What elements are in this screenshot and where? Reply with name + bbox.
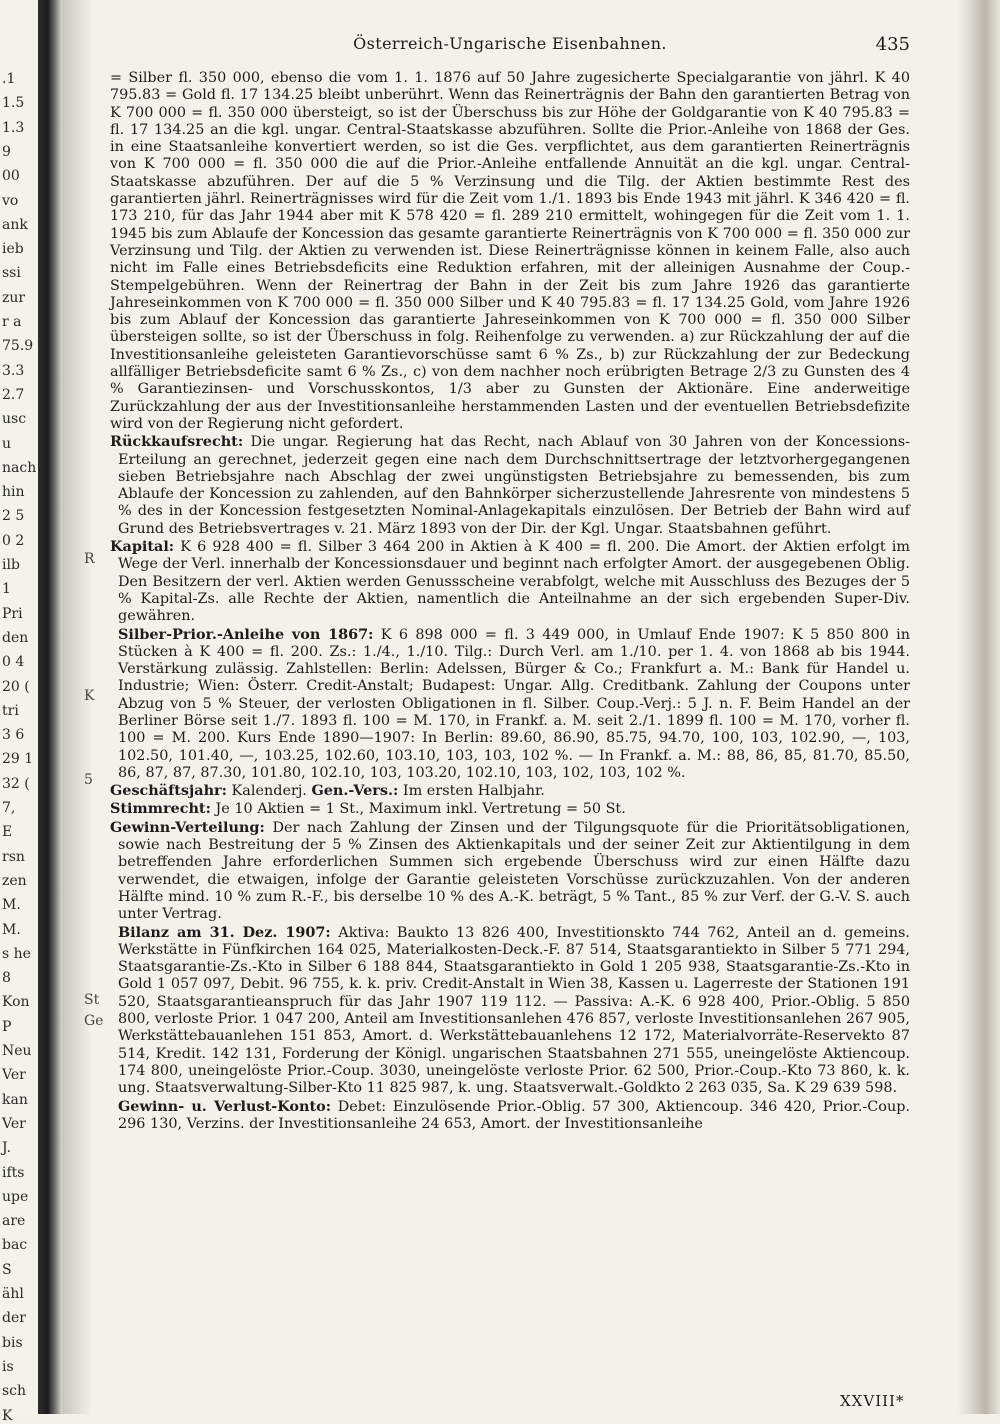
adjacent-page-fragment: 8: [2, 970, 11, 987]
adjacent-page-fragment: 7,: [2, 800, 16, 816]
adjacent-page-fragment: K: [2, 1407, 13, 1424]
paragraph-bilanz: [110, 924, 910, 1098]
adjacent-page-fragment: 00: [2, 168, 20, 185]
adjacent-page-fragment: ank: [2, 216, 28, 233]
paragraph-text: K 6 928 400 = fl. Silber 3 464 200 in Aktien à K 400 = fl. 200. Die Amort. der Aktien erfolgt im Wege der Verl. innerhalb der Koncessionsdauer und beginnt nach erfolgter Amort. der ausgegebenen Oblig. Den Besitzern der verl. Aktien werden Genussscheine verabfolgt, welche mit Ausschluss des Bezuges der 5 % Kapital-Zs. alle Rechte der Aktien, namentlich die Anteilnahme an der sich ergebenden Super-Div. gewähren.: [118, 539, 911, 625]
paragraph-prior-anleihe: [110, 626, 910, 783]
adjacent-page-fragment: tri: [2, 702, 19, 719]
adjacent-page-fragment: 32 (: [2, 775, 30, 792]
adjacent-page-fragment: ähl: [2, 1286, 24, 1302]
adjacent-page-fragment: den: [2, 629, 29, 646]
adjacent-page-fragment: zur: [2, 289, 26, 306]
adjacent-page-fragment: zen: [2, 872, 27, 889]
section-label: Stimmrecht:: [110, 800, 211, 818]
section-label: Gewinn- u. Verlust-Konto:: [118, 1097, 332, 1115]
page-header: [110, 34, 910, 58]
paragraph-text: Aktiva: Baukto 13 826 400, Investitionskto 744 762, Anteil an d. gemeins. Werkstätte in Fünfkirchen 164 025, Materialkosten-Deck.-F. 87 514, Staatsgarantiekto in Silber 5 771 294, Staatsgarantie-Zs.-Kto in Silber 6 188 844, Staatsgarantiekto in Gold 1 205 938, Staatsgarantie-Zs.-Kto in Gold 1 057 097, Debit. 96 755, k. k. priv. Credit-Anstalt in Wien 38, Kassen u. Lagerreste der Stationen 191 520, Staatsgarantieanspruch für das Jahr 1907 119 112. — Passiva: A.-K. 6 928 400, Prior.-Oblig. 5 850 800, verloste Prior. 1 047 200, Anteil am Investitionsanlehen 476 857, verloste Investitionsanlehen 267 905, Werkstättebauanlehen 151 853, Amort. d. Werkstättebauanlehens 12 172, Materialvorräte-Reservekto 87 514, Kredit. 142 131, Forderung der Königl. ungarischen Staatsbahnen 271 555, uneingelöste Aktiencoup. 174 800, uneingelöste Prior.-Coup. 3030, uneingelöste verloste Prior. 62 500, Prior.-Coup.-Kto 73 860, k. k. ung. Staatsverwaltung-Silber-Kto 11 825 987, k. ung. Staatsverwalt.-Goldkto 2 263 035, Sa. K 29 639 598.: [118, 924, 910, 1097]
adjacent-page-fragment: usc: [2, 411, 27, 428]
section-label-gen-vers: Gen.-Vers.:: [311, 782, 399, 800]
section-label: Gewinn-Verteilung:: [110, 818, 265, 836]
adjacent-page-fragment: E: [2, 824, 13, 841]
adjacent-page-fragment: Pri: [2, 605, 23, 622]
margin-letter: Ge: [84, 1013, 104, 1029]
adjacent-page-fragment: der: [2, 1310, 26, 1327]
adjacent-page-fragment: M.: [2, 921, 21, 938]
adjacent-page-fragment: Ver: [2, 1067, 26, 1084]
adjacent-page-fragment: 3.3: [2, 362, 25, 379]
adjacent-page-fragment: 0 2: [2, 532, 25, 549]
paragraph-text: Kalenderj.: [231, 783, 307, 800]
adjacent-page-fragment: rsn: [2, 848, 25, 865]
paragraph-text-gen-vers: Im ersten Halbjahr.: [402, 783, 545, 800]
paragraph-gewinn-verlust: [110, 1098, 910, 1134]
page-number: 435: [875, 34, 910, 55]
paragraph-kapital: [110, 538, 910, 625]
paragraph-gewinn-verteilung: [110, 819, 910, 924]
section-label: Silber-Prior.-Anleihe von 1867:: [118, 625, 374, 643]
margin-letter: K: [84, 688, 95, 704]
section-label: Rückkaufsrecht:: [110, 433, 244, 451]
adjacent-page-fragment: M.: [2, 897, 21, 914]
page-edge-shadow: [958, 0, 1000, 1414]
adjacent-page-fragment: are: [2, 1213, 26, 1230]
adjacent-page-fragment: 29 1: [2, 751, 34, 768]
adjacent-page-fragment: is: [2, 1358, 14, 1375]
book-gutter-shadow: [38, 0, 62, 1414]
adjacent-page-fragment: ieb: [2, 241, 24, 258]
adjacent-page-fragment: bac: [2, 1237, 28, 1254]
adjacent-page-fragment: upe: [2, 1188, 29, 1205]
paragraph-text: = Silber fl. 350 000, ebenso die vom 1. 1. 1876 auf 50 Jahre zugesicherte Specialgarantie von jährl. K 40 795.83 = Gold fl. 17 134.25 bleibt unberührt. Wenn das Reinerträgnis der Bahn den garantierten Betrag von K 700 000 = fl. 350 000 übersteigt, so ist der Überschuss bis zur Höhe der Goldgarantie von K 40 795.83 = fl. 17 134.25 an die kgl. ungar. Central-Staatskasse abzuführen. Sollte die Prior.-Anleihe von 1868 der Ges. in eine Staatsanleihe konvertiert werden, so ist die Ges. verpflichtet, aus dem garantierten Reinerträgnis von K 700 000 = fl. 350 000 die auf die Prior.-Anleihe entfallende Annuität an die kgl. ungar. Central-Staatskasse abzuführen. Der auf die 5 % Verzinsung und die Tilg. der Aktien bestimmte Rest des garantierten jährl. Reinerträgnisses wird für die Zeit vom 1./1. 1893 bis Ende 1943 mit jährl. K 346 420 = fl. 173 210, für das Jahr 1944 aber mit K 578 420 = fl. 289 210 ermittelt, wohingegen für die Zeit vom 1. 1. 1945 bis zum Ablaufe der Koncession das gesamte garantierte Reinerträgnis von K 700 000 = fl. 350 000 zur Verzinsung und Tilg. der Aktien zu verwenden ist. Diese Reinerträgnisse können in keinem Falle, also auch nicht im Falle eines Betriebsdeficits eine Reduktion erfahren, mit der alleinigen Ausnahme der Coup.-Stempelgebühren. Wenn der Reinertrag der Bahn in der Zeit bis zum Jahre 1926 das garantierte Jahreseinkommen von K 700 000 = fl. 350 000 Silber und K 40 795.83 = fl. 17 134.25 Gold, vom Jahre 1926 bis zum Ablauf der Koncession das garantierte Jahreseinkommen von K 700 000 = fl. 350 000 Silber übersteigen sollte, so ist der Überschuss in folg. Reihenfolge zu verwenden. a) zur Rückzahlung der auf die Investitionsanleihe geleisteten Garantievorschüsse samt 6 % Zs., b) zur Rückzahlung der zur Bedeckung allfälliger Betriebsdeficite samt 6 % Zs., c) von dem nachher noch erübrigten Betrage 2/3 zu Gunsten des 4 % Garantiezinsen- und Vorschusskontos, 1/3 aber zu Gunsten der Aktionäre. Eine anderweitige Zurückzahlung der aus der Investitionsanleihe herstammenden Lasten und der eventuellen Betriebsdefizite wird von der Regierung nicht gefordert.: [110, 70, 910, 432]
adjacent-page-fragment: bis: [2, 1334, 23, 1351]
adjacent-page-fragment: 0 4: [2, 654, 25, 671]
paragraph-text: K 6 898 000 = fl. 3 449 000, in Umlauf Ende 1907: K 5 850 800 in Stücken à K 400 = fl. 200. Zs.: 1./4., 1./10. Tilg.: Durch Verl. am 1./10. per 1. 4. von 1868 ab bis 1944. Verstärkung zulässig. Zahlstellen: Berlin: Adelssen, Bürger & Co.; Frankfurt a. M.: Bank für Handel u. Industrie; Wien: Österr. Credit-Anstalt; Budapest: Ungar. Allg. Creditbank. Zahlung der Coupons unter Abzug von 5 % Steuer, der verlosten Obligationen in fl. Silber. Coup.-Verj.: 5 J. n. F. Beim Handel an der Berliner Börse seit 1./7. 1893 fl. 100 = M. 170, in Frankf. a. M. seit 2./1. 1899 fl. 100 = M. 170, vorher fl. 100 = M. 200. Kurs Ende 1890—1907: In Berlin: 89.60, 86.90, 85.75, 94.70, 100, 103, 102.90, —, 103, 102.50, 101.40, —, 103.25, 102.60, 103.10, 103, 103, 102 %. — In Frankf. a. M.: 88, 86, 85, 81.70, 85.50, 86, 87, 87, 87.30, 101.80, 102.10, 103, 103.20, 102.10, 103, 102, 103, 102 %.: [118, 626, 911, 781]
adjacent-page-fragment: Neu: [2, 1043, 32, 1059]
adjacent-page-fragment: ilb: [2, 557, 20, 573]
paragraph-rueckkaufsrecht: [110, 433, 910, 538]
adjacent-page-strip: [0, 0, 38, 1424]
paragraph-geschaeftsjahr: [110, 782, 910, 800]
adjacent-page-fragment: P: [2, 1018, 12, 1035]
adjacent-page-fragment: ssi: [2, 265, 21, 282]
adjacent-page-fragment: 2 5: [2, 508, 25, 525]
adjacent-page-fragment: 1: [2, 581, 11, 598]
adjacent-page-fragment: r a: [2, 314, 22, 330]
adjacent-page-fragment: 9: [2, 143, 11, 160]
margin-letter: St: [84, 992, 100, 1008]
adjacent-page-fragment: kan: [2, 1091, 28, 1108]
adjacent-page-fragment: nach: [2, 459, 37, 476]
paragraph-guarantee: [110, 70, 910, 433]
margin-letter: 5: [84, 772, 93, 788]
adjacent-page-fragment: Ver: [2, 1115, 26, 1132]
paragraph-text: Je 10 Aktien = 1 St., Maximum inkl. Vertretung = 50 St.: [215, 801, 626, 818]
section-label: Geschäftsjahr:: [110, 782, 227, 800]
adjacent-page-fragment: 2.7: [2, 386, 25, 403]
adjacent-page-fragment: s he: [2, 945, 31, 962]
paragraph-text: Debet: Einzulösende Prior.-Oblig. 57 300, Aktiencoup. 346 420, Prior.-Coup. 296 130, Verzins. der Investitionsanleihe 24 653, Amort. der Investitionsanleihe: [118, 1098, 911, 1132]
adjacent-page-fragment: hin: [2, 484, 25, 501]
paragraph-stimmrecht: [110, 800, 910, 818]
sheet-signature: XXVIII*: [840, 1392, 905, 1410]
adjacent-page-fragment: Kon: [2, 994, 30, 1011]
section-label: Bilanz am 31. Dez. 1907:: [118, 923, 331, 941]
adjacent-page-fragment: 1.3: [2, 119, 25, 136]
margin-letter: R: [84, 551, 95, 567]
adjacent-page-fragment: 3 6: [2, 727, 25, 744]
adjacent-page-fragment: vo: [2, 192, 19, 209]
adjacent-page-fragment: ifts: [2, 1164, 25, 1181]
adjacent-page-fragment: 1.5: [2, 95, 25, 112]
paragraph-text: Der nach Zahlung der Zinsen und der Tilgungsquote für die Prioritätsobligationen, sowie nach Bestreitung der 5 % Zinsen des Aktienkapitals und der seiner Zeit zur Aktientilgung in dem betreffenden Jahre erforderlichen Summen sich ergebende Überschuss wird zur einen Hälfte dazu verwendet, die etwaigen, infolge der Garantie geleisteten Vorschüsse zurückzuzahlen. Von der anderen Hälfte mind. 10 % zum R.-F., bis derselbe 10 % des A.-K. beträgt, 5 % Tant., 85 % zur Verf. der G.-V. S. auch unter Vertrag.: [118, 819, 910, 923]
adjacent-page-fragment: 75.9: [2, 338, 34, 355]
adjacent-page-fragment: 20 (: [2, 678, 30, 695]
adjacent-page-fragment: .1: [2, 71, 16, 87]
adjacent-page-fragment: S: [2, 1261, 12, 1278]
running-title: Österreich-Ungarische Eisenbahnen.: [353, 34, 667, 53]
page-body: [110, 70, 910, 1133]
adjacent-page-fragment: u: [2, 435, 12, 452]
adjacent-page-fragment: sch: [2, 1383, 27, 1400]
adjacent-page-fragment: J.: [2, 1140, 11, 1157]
section-label: Kapital:: [110, 538, 175, 556]
paragraph-text: Die ungar. Regierung hat das Recht, nach Ablauf von 30 Jahren von der Koncessions-Erteilung an gerechnet, jederzeit gegen eine nach dem Durchschnittsertrage der letztvorhergegangenen sieben Betriebsjahre nach Abschlag der zwei ungünstigsten Betriebsjahre zu bemessenden, bis zum Ablaufe der Koncession zu zahlenden, auf den Bahnkörper sicherzustellende Jahresrente von mindestens 5 % des in der Koncession festgesetzten Nominal-Anlagekapitals einzulösen. Der Betrieb der Bahn wird auf Grund des Betriebsvertrages v. 21. März 1893 von der Dir. der Kgl. Ungar. Staatsbahnen geführt.: [118, 434, 911, 537]
